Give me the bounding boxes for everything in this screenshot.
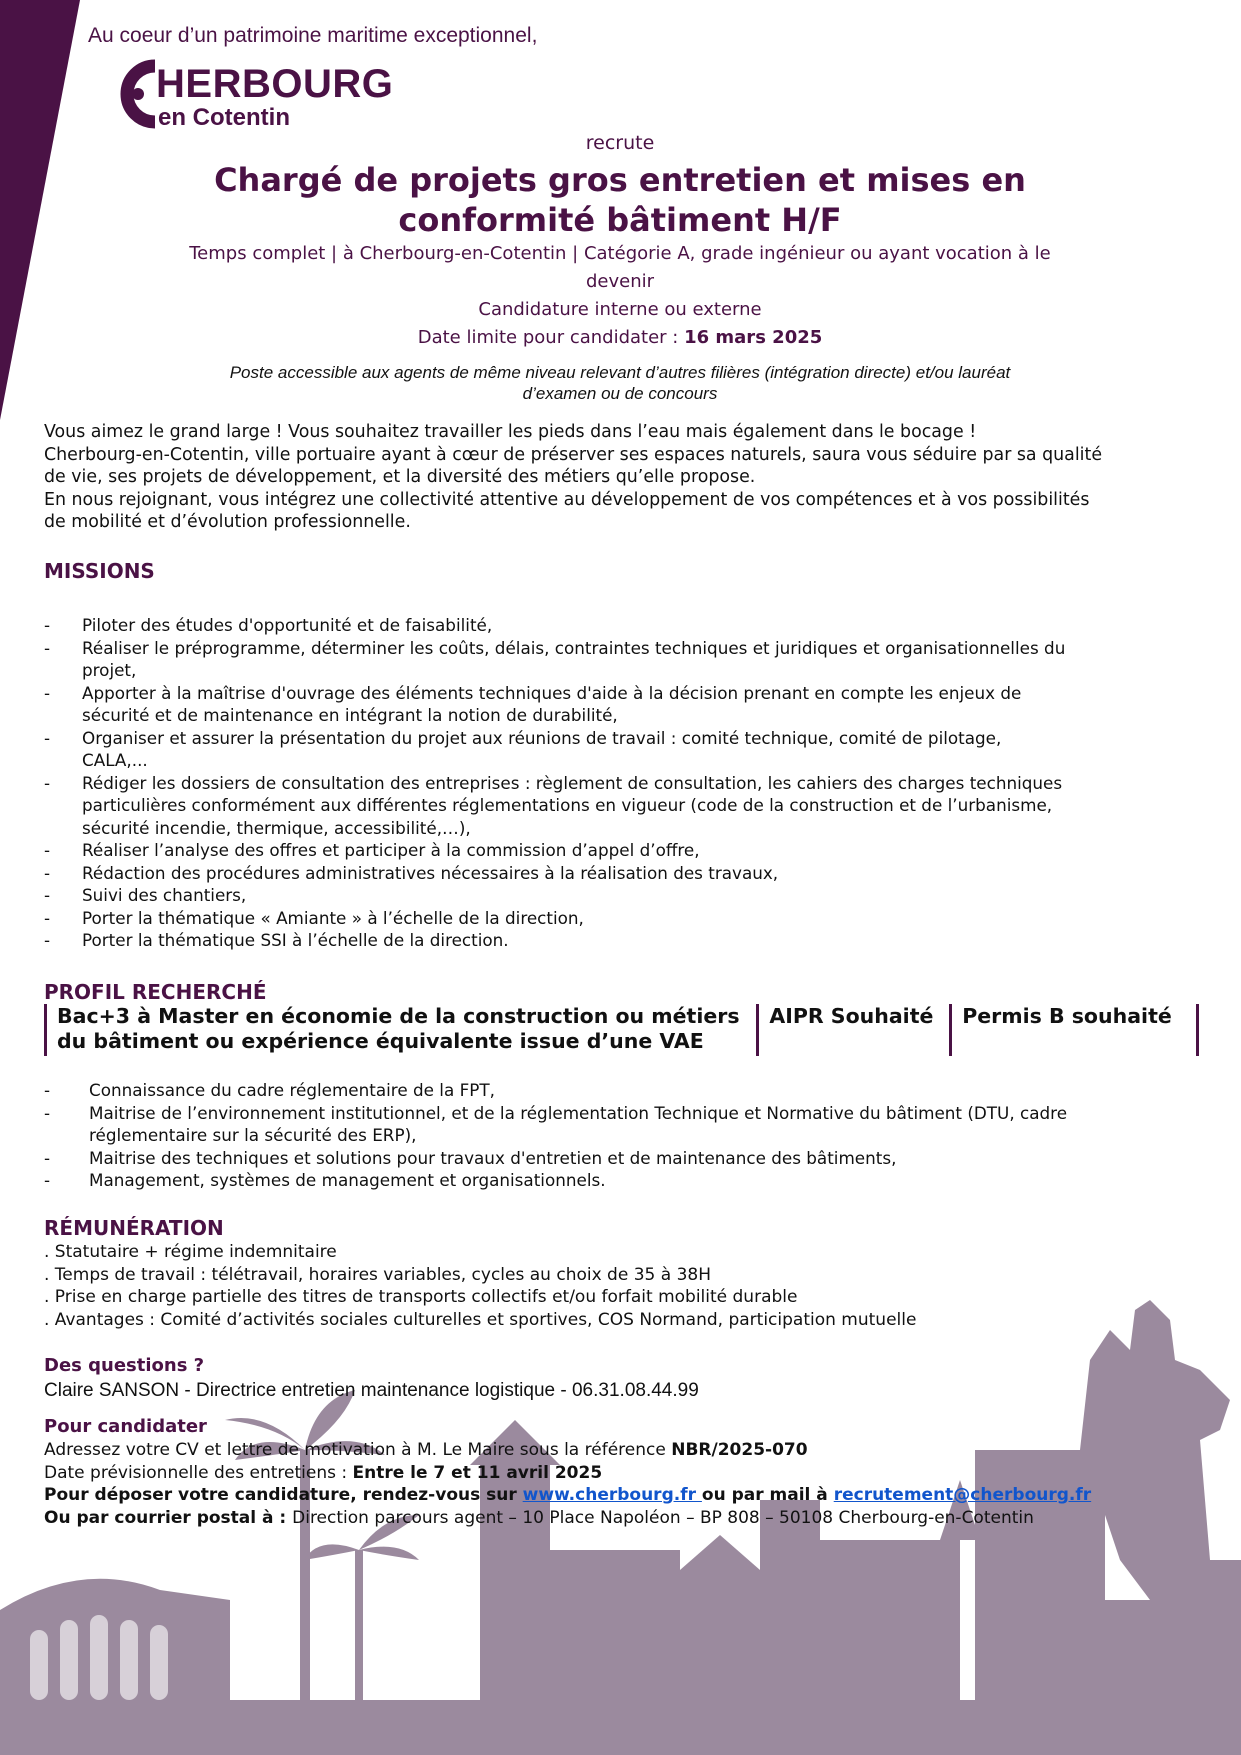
education-requirement [44, 1004, 756, 1056]
apply-line-postal [44, 1507, 1224, 1530]
list-item [44, 772, 1194, 840]
apply-line-reference [44, 1439, 1224, 1462]
apply-text: Pour déposer votre candidature, rendez-vous sur [44, 1485, 523, 1505]
list-item [44, 884, 1194, 907]
list-item-line: - Suivi des chantiers, [82, 885, 247, 905]
tagline: Au coeur d’un patrimoine maritime exceptionnel, [88, 24, 538, 47]
intro-line: de mobilité et d’évolution professionnelle. [44, 512, 411, 532]
list-item [44, 839, 1194, 862]
intro-text [44, 421, 1194, 534]
list-item [44, 1102, 1204, 1147]
remuneration-list [44, 1241, 1194, 1331]
profil-list [44, 1079, 1204, 1192]
remuneration-item: . Prise en charge partielle des titres de transports collectifs et/ou forfait mobilité durable [44, 1287, 798, 1307]
intro-line: de vie, ses projets de développement, et la diversité des métiers qu’elle propose. [44, 467, 756, 487]
list-item-line: projet, [82, 660, 137, 680]
list-item [44, 614, 1194, 637]
apply-details [44, 1439, 1224, 1529]
candidature-type: Candidature interne ou externe [478, 299, 762, 320]
job-details-line: devenir [585, 271, 655, 292]
list-item-line: - Connaissance du cadre réglementaire de la FPT, [89, 1080, 495, 1100]
questions-heading: Des questions ? [44, 1355, 205, 1376]
list-item-line: - Rédiger les dossiers de consultation des entreprises : règlement de consultation, les cahiers des charges techniques [82, 772, 1063, 793]
job-title-line: conformité bâtiment H/F [398, 201, 842, 239]
list-item-line: particulières conformément aux différentes réglementations en vigueur (code de la construction et de l’urbanisme, [82, 795, 1053, 815]
logo-text-main: HERBOURG [156, 62, 394, 106]
list-item [44, 1169, 1204, 1192]
cherbourg-logo [100, 54, 394, 134]
list-item [44, 1147, 1204, 1170]
missions-list [44, 614, 1194, 952]
license-requirement: Permis B souhaité [949, 1004, 1199, 1056]
apply-text: Date prévisionnelle des entretiens : [44, 1462, 353, 1483]
list-item-line: - Rédaction des procédures administratives nécessaires à la réalisation des travaux, [82, 862, 779, 883]
contact-person: Claire SANSON - Directrice entretien maintenance logistique - 06.31.08.44.99 [44, 1380, 699, 1401]
list-item [44, 907, 1194, 930]
list-item [44, 637, 1194, 682]
job-details-line: Temps complet | à Cherbourg-en-Cotentin | Catégorie A, grade ingénieur ou ayant vocation à le [189, 243, 1051, 264]
remuneration-item: . Temps de travail : télétravail, horaires variables, cycles au choix de 35 à 38H [44, 1264, 711, 1285]
intro-line: En nous rejoignant, vous intégrez une collectivité attentive au développement de vos compétences et à vos possibilités [44, 489, 1090, 510]
access-note [160, 362, 1080, 404]
list-item-line: sécurité incendie, thermique, accessibilité,…), [82, 817, 471, 838]
access-note-line: Poste accessible aux agents de même niveau relevant d’autres filières (intégration directe) et/ou lauréat [229, 363, 1011, 382]
profil-heading: PROFIL RECHERCHÉ [44, 980, 267, 1004]
deadline [160, 324, 1080, 352]
aipr-requirement: AIPR Souhaité [756, 1004, 949, 1056]
reference-number: NBR/2025-070 [671, 1440, 808, 1460]
list-item-line: - Réaliser le préprogramme, déterminer les coûts, délais, contraintes techniques et juridiques et organisationnelles du [82, 637, 1066, 658]
apply-line-interviews [44, 1462, 1224, 1485]
intro-line: Vous aimez le grand large ! Vous souhaitez travailler les pieds dans l’eau mais également dans le bocage ! [44, 422, 977, 442]
recrute-label: recrute [585, 132, 655, 154]
deadline-label: Date limite pour candidater : [417, 327, 685, 348]
website-link[interactable]: www.cherbourg.fr [522, 1485, 702, 1505]
profil-requirements [44, 1004, 1199, 1056]
remuneration-item: . Avantages : Comité d’activités sociales culturelles et sportives, COS Normand, participation mutuelle [44, 1309, 917, 1330]
missions-heading: MISSIONS [44, 559, 155, 583]
list-item-line: - Réaliser l’analyse des offres et participer à la commission d’appel d’offre, [82, 840, 700, 860]
list-item [44, 929, 1194, 952]
list-item-line: - Porter la thématique « Amiante » à l’échelle de la direction, [82, 907, 584, 928]
apply-text: ou par mail à [701, 1485, 834, 1505]
apply-line-online [44, 1484, 1224, 1507]
decorative-stripe [0, 0, 90, 440]
postal-address: Direction parcours agent – 10 Place Napoléon – BP 808 – 50108 Cherbourg-en-Cotentin [292, 1507, 1034, 1528]
list-item-line: - Organiser et assurer la présentation du projet aux réunions de travail : comité technique, comité de pilotage, [82, 727, 1002, 748]
list-item-line: - Maitrise de l’environnement institutionnel, et de la réglementation Technique et Normative du bâtiment (DTU, cadre [89, 1102, 1068, 1123]
list-item-line: - Apporter à la maîtrise d'ouvrage des éléments techniques d'aide à la décision prenant en compte les enjeux de [82, 682, 1022, 703]
list-item-line: - Piloter des études d'opportunité et de faisabilité, [82, 615, 493, 635]
logo-text-sub: en Cotentin [158, 104, 290, 131]
apply-text: Ou par courrier postal à : [44, 1507, 293, 1528]
apply-text: Adressez votre CV et lettre de motivation à M. Le Maire sous la référence [44, 1440, 672, 1460]
remuneration-heading: RÉMUNÉRATION [44, 1216, 224, 1240]
list-item-line: sécurité et de maintenance en intégrant la notion de durabilité, [82, 705, 618, 725]
education-requirement-line: Bac+3 à Master en économie de la construction ou métiers [57, 1004, 740, 1028]
access-note-line: d’examen ou de concours [522, 384, 718, 403]
remuneration-item: . Statutaire + régime indemnitaire [44, 1242, 337, 1262]
list-item [44, 727, 1194, 772]
email-link[interactable]: recrutement@cherbourg.fr [833, 1485, 1092, 1505]
list-item-line: CALA,... [82, 750, 148, 770]
job-details [160, 240, 1080, 352]
list-item-line: - Porter la thématique SSI à l’échelle de la direction. [82, 930, 509, 950]
list-item [44, 1079, 1204, 1102]
list-item-line: réglementaire sur la sécurité des ERP), [89, 1125, 417, 1145]
list-item-line: - Management, systèmes de management et organisationnels. [89, 1170, 606, 1190]
list-item-line: - Maitrise des techniques et solutions pour travaux d'entretien et de maintenance des bâtiments, [89, 1147, 897, 1168]
interview-dates: Entre le 7 et 11 avril 2025 [352, 1462, 603, 1483]
education-requirement-line: du bâtiment ou expérience équivalente issue d’une VAE [57, 1029, 704, 1053]
job-title-line: Chargé de projets gros entretien et mises en [214, 161, 1026, 199]
list-item [44, 862, 1194, 885]
list-item [44, 682, 1194, 727]
apply-heading: Pour candidater [44, 1416, 207, 1437]
job-title [160, 160, 1080, 240]
intro-line: Cherbourg-en-Cotentin, ville portuaire ayant à cœur de préserver ses espaces naturels, saura vous séduire par sa qualité [44, 444, 1103, 465]
deadline-date: 16 mars 2025 [684, 327, 823, 348]
